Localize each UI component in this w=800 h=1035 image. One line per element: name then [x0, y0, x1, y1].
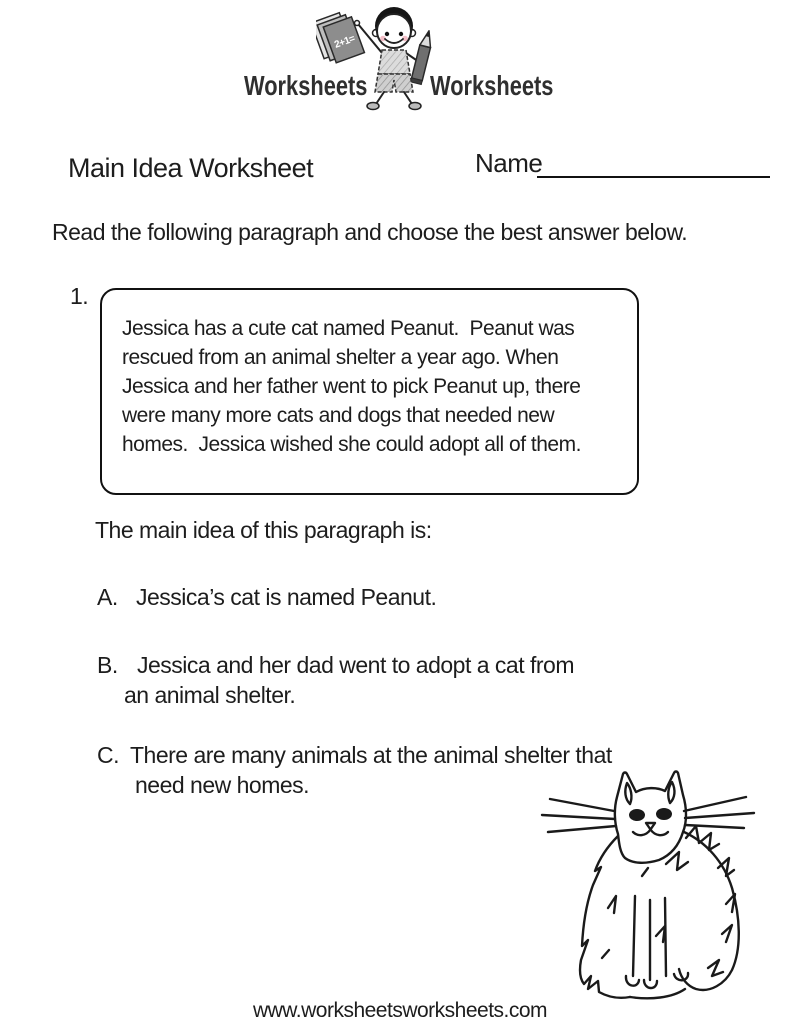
cat-illustration-icon [538, 770, 768, 1000]
question-number: 1. [70, 283, 89, 309]
name-blank-line [537, 156, 770, 178]
option-a-letter: A. [97, 584, 118, 610]
footer-url: www.worksheetsworksheets.com [252, 999, 548, 1022]
passage-line: Jessica and her father went to pick Peanut up, there [122, 375, 581, 398]
instruction-text: Read the following paragraph and choose the best answer below. [52, 219, 688, 245]
passage-line: rescued from an animal shelter a year ago. When [122, 346, 559, 369]
passage-line: homes. Jessica wished she could adopt all of them. [122, 433, 581, 456]
papers-icon [316, 9, 364, 66]
question-prompt: The main idea of this paragraph is: [95, 517, 432, 543]
passage-box [100, 288, 639, 495]
boy-logo-icon [316, 6, 440, 118]
passage-line: Jessica has a cute cat named Peanut. Peanut was [122, 317, 575, 340]
option-c [97, 740, 612, 800]
option-c-text-line1: There are many animals at the animal shelter that [130, 742, 612, 768]
logo-text-right: Worksheets [430, 70, 554, 101]
cat-right-eye [656, 808, 672, 820]
option-b-letter: B. [97, 652, 118, 678]
option-a [97, 582, 436, 612]
option-b-text-line1: Jessica and her dad went to adopt a cat from [137, 652, 574, 678]
option-c-text-line2: need new homes. [135, 772, 310, 798]
option-a-text: Jessica’s cat is named Peanut. [136, 584, 437, 610]
logo-text-left: Worksheets [244, 70, 368, 101]
page-title: Main Idea Worksheet [68, 153, 314, 183]
name-label: Name [475, 148, 543, 178]
option-c-letter: C. [97, 742, 119, 768]
option-b [97, 650, 574, 710]
cat-left-eye [629, 809, 645, 821]
option-b-text-line2: an animal shelter. [124, 682, 296, 708]
papers-label: 2+1= [333, 33, 357, 51]
passage-line: were many more cats and dogs that needed new [122, 404, 555, 427]
pencil-icon [411, 29, 435, 84]
